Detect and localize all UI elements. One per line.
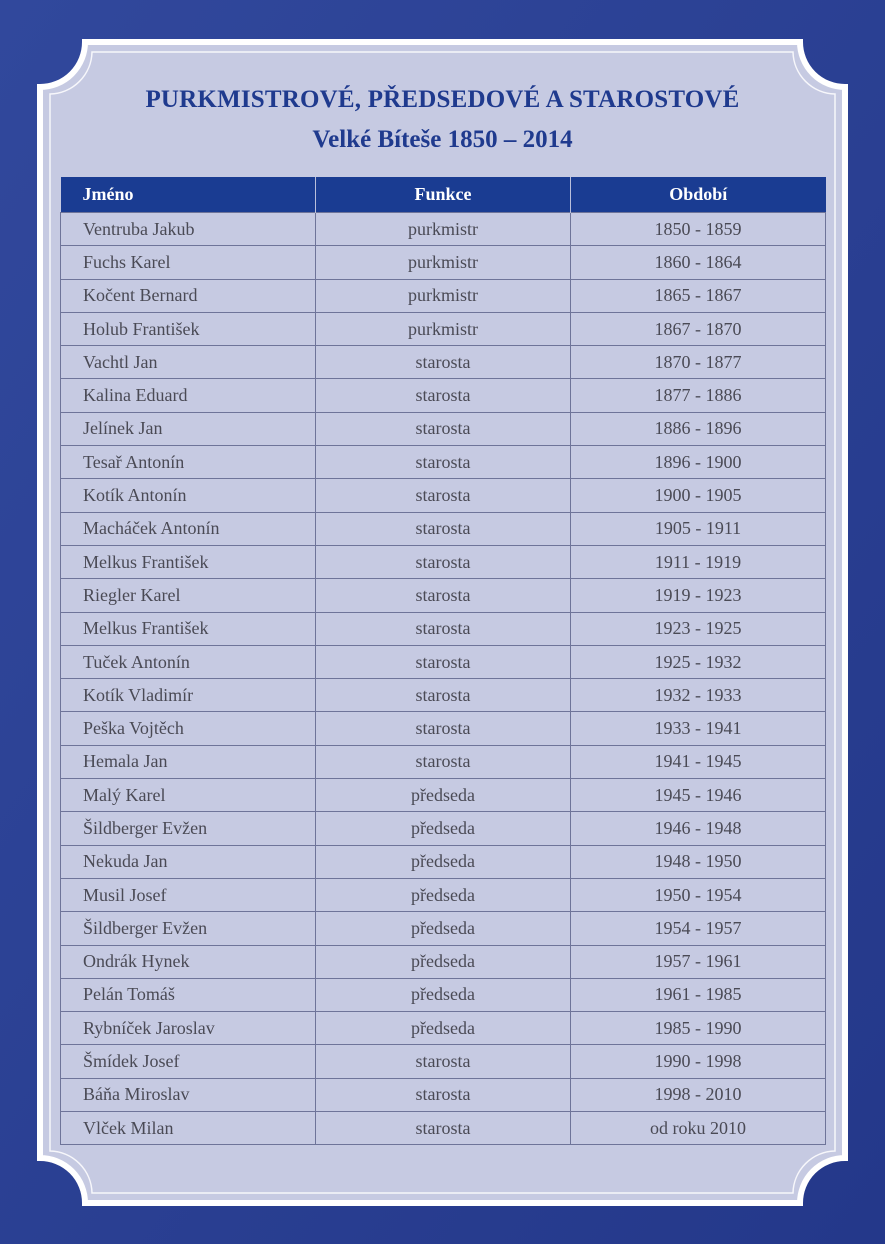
table-row: [61, 779, 826, 812]
table-row: [61, 912, 826, 945]
cell-period: 1850 - 1859: [571, 213, 826, 246]
cell-function: starosta: [316, 1045, 571, 1078]
cell-name: Šmídek Josef: [61, 1045, 316, 1078]
cell-name: Ventruba Jakub: [61, 213, 316, 246]
cell-name: Jelínek Jan: [61, 412, 316, 445]
table-header-row: [61, 177, 826, 213]
page-subtitle: Velké Bíteše 1850 – 2014: [312, 126, 573, 153]
table-row: [61, 712, 826, 745]
cell-function: starosta: [316, 712, 571, 745]
cell-period: 1919 - 1923: [571, 579, 826, 612]
cell-function: předseda: [316, 912, 571, 945]
cell-name: Hemala Jan: [61, 745, 316, 778]
cell-period: 1954 - 1957: [571, 912, 826, 945]
cell-name: Šildberger Evžen: [61, 912, 316, 945]
cell-period: 1905 - 1911: [571, 512, 826, 545]
cell-name: Musil Josef: [61, 878, 316, 911]
cell-period: 1946 - 1948: [571, 812, 826, 845]
cell-function: starosta: [316, 446, 571, 479]
table-row: [61, 812, 826, 845]
cell-function: předseda: [316, 812, 571, 845]
table-row: [61, 579, 826, 612]
cell-name: Nekuda Jan: [61, 845, 316, 878]
cell-name: Holub František: [61, 312, 316, 345]
table-row: [61, 412, 826, 445]
table-row: [61, 446, 826, 479]
cell-period: 1870 - 1877: [571, 346, 826, 379]
cell-period: 1961 - 1985: [571, 978, 826, 1011]
cell-name: Melkus František: [61, 545, 316, 578]
cell-function: starosta: [316, 1078, 571, 1111]
cell-period: 1932 - 1933: [571, 679, 826, 712]
cell-function: starosta: [316, 412, 571, 445]
cell-function: starosta: [316, 679, 571, 712]
page-title: PURKMISTROVÉ, PŘEDSEDOVÉ A STAROSTOVÉ: [145, 86, 740, 113]
cell-function: purkmistr: [316, 213, 571, 246]
cell-period: 1886 - 1896: [571, 412, 826, 445]
table-row: [61, 645, 826, 678]
cell-function: starosta: [316, 512, 571, 545]
cell-function: starosta: [316, 545, 571, 578]
table-row: [61, 246, 826, 279]
cell-period: 1925 - 1932: [571, 645, 826, 678]
table-row: [61, 1112, 826, 1145]
table-row: [61, 479, 826, 512]
cell-function: předseda: [316, 945, 571, 978]
cell-period: 1911 - 1919: [571, 545, 826, 578]
cell-period: 1923 - 1925: [571, 612, 826, 645]
cell-period: 1933 - 1941: [571, 712, 826, 745]
cell-function: starosta: [316, 379, 571, 412]
table-row: [61, 679, 826, 712]
table-row: [61, 1045, 826, 1078]
table-row: [61, 978, 826, 1011]
cell-period: 1867 - 1870: [571, 312, 826, 345]
column-header-period: Období: [571, 177, 826, 213]
cell-period: 1990 - 1998: [571, 1045, 826, 1078]
column-header-name: Jméno: [61, 177, 316, 213]
column-header-function: Funkce: [316, 177, 571, 213]
cell-period: 1950 - 1954: [571, 878, 826, 911]
table-row: [61, 845, 826, 878]
cell-name: Pelán Tomáš: [61, 978, 316, 1011]
cell-name: Vachtl Jan: [61, 346, 316, 379]
cell-function: starosta: [316, 612, 571, 645]
cell-name: Fuchs Karel: [61, 246, 316, 279]
cell-name: Macháček Antonín: [61, 512, 316, 545]
table-row: [61, 213, 826, 246]
cell-period: 1945 - 1946: [571, 779, 826, 812]
table-row: [61, 878, 826, 911]
cell-function: předseda: [316, 1012, 571, 1045]
cell-name: Kotík Antonín: [61, 479, 316, 512]
cell-function: starosta: [316, 745, 571, 778]
cell-period: 1896 - 1900: [571, 446, 826, 479]
cell-name: Tuček Antonín: [61, 645, 316, 678]
cell-name: Ondrák Hynek: [61, 945, 316, 978]
cell-function: purkmistr: [316, 246, 571, 279]
cell-name: Šildberger Evžen: [61, 812, 316, 845]
cell-function: starosta: [316, 479, 571, 512]
cell-period: 1948 - 1950: [571, 845, 826, 878]
table-row: [61, 312, 826, 345]
cell-name: Kalina Eduard: [61, 379, 316, 412]
table-row: [61, 945, 826, 978]
cell-period: 1957 - 1961: [571, 945, 826, 978]
cell-function: starosta: [316, 645, 571, 678]
cell-name: Malý Karel: [61, 779, 316, 812]
cell-name: Tesař Antonín: [61, 446, 316, 479]
table-row: [61, 545, 826, 578]
cell-period: 1877 - 1886: [571, 379, 826, 412]
table-row: [61, 346, 826, 379]
cell-period: 1985 - 1990: [571, 1012, 826, 1045]
cell-name: Kočent Bernard: [61, 279, 316, 312]
cell-period: od roku 2010: [571, 1112, 826, 1145]
cell-period: 1865 - 1867: [571, 279, 826, 312]
officials-table: [60, 177, 826, 1145]
cell-function: starosta: [316, 579, 571, 612]
table-row: [61, 279, 826, 312]
cell-function: starosta: [316, 1112, 571, 1145]
cell-function: předseda: [316, 978, 571, 1011]
cell-name: Peška Vojtěch: [61, 712, 316, 745]
table-row: [61, 1078, 826, 1111]
cell-period: 1998 - 2010: [571, 1078, 826, 1111]
cell-name: Vlček Milan: [61, 1112, 316, 1145]
table-row: [61, 745, 826, 778]
cell-period: 1941 - 1945: [571, 745, 826, 778]
table-row: [61, 1012, 826, 1045]
cell-name: Báňa Miroslav: [61, 1078, 316, 1111]
cell-name: Melkus František: [61, 612, 316, 645]
cell-name: Kotík Vladimír: [61, 679, 316, 712]
cell-name: Riegler Karel: [61, 579, 316, 612]
cell-function: starosta: [316, 346, 571, 379]
table-row: [61, 379, 826, 412]
table-row: [61, 612, 826, 645]
cell-name: Rybníček Jaroslav: [61, 1012, 316, 1045]
cell-period: 1900 - 1905: [571, 479, 826, 512]
cell-function: předseda: [316, 845, 571, 878]
table-row: [61, 512, 826, 545]
cell-function: předseda: [316, 878, 571, 911]
cell-function: purkmistr: [316, 312, 571, 345]
cell-function: předseda: [316, 779, 571, 812]
cell-function: purkmistr: [316, 279, 571, 312]
cell-period: 1860 - 1864: [571, 246, 826, 279]
